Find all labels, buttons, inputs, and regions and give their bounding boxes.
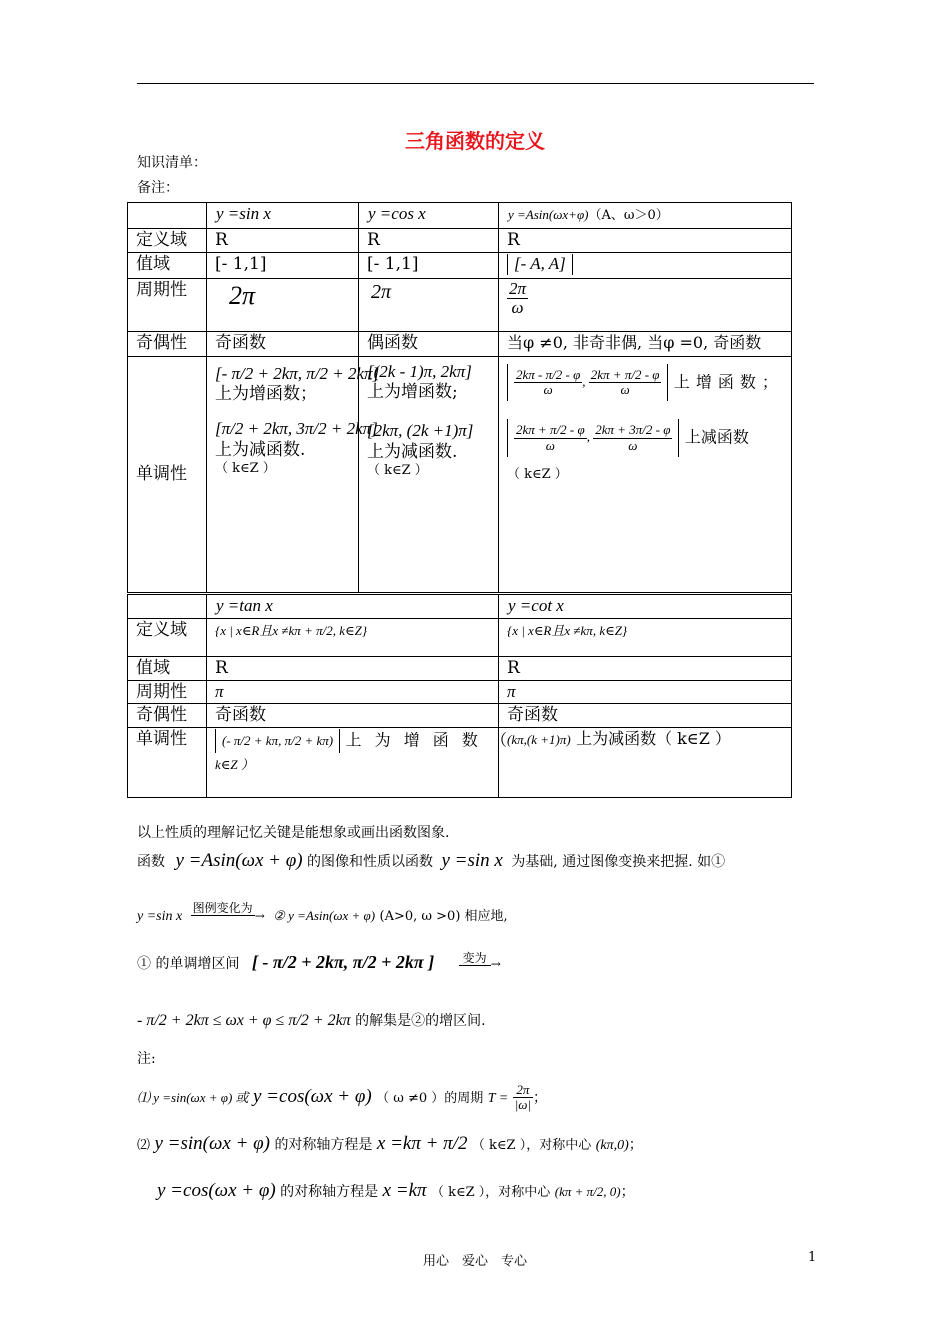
- row-label: 奇偶性: [128, 331, 207, 356]
- note-3: y =cos(ωx + φ) 的对称轴方程是 x =kπ （ k∈Z ），对称中心 (kπ + π/2, 0)；: [157, 1180, 635, 1201]
- cell-general-range: [- A, A]: [499, 252, 792, 278]
- table1-header-row: [128, 203, 792, 229]
- trig-properties-table: [127, 202, 792, 593]
- row-range: [128, 657, 792, 681]
- cell-tan-period: π: [207, 680, 499, 704]
- remark-label: 备注：: [137, 180, 179, 196]
- note-label: 注:: [137, 1051, 156, 1067]
- header-tan: y =tan x: [207, 595, 499, 619]
- cell-cot-parity: 奇函数: [499, 704, 792, 728]
- cell-general-monotonic: [499, 356, 792, 592]
- footer-text: 用心 爱心 专心: [422, 1254, 527, 1269]
- cell-cot-period: π: [499, 680, 792, 704]
- row-domain: [128, 619, 792, 657]
- cell-sin-monotonic: [207, 356, 380, 592]
- header-cos: y =cos x: [359, 203, 499, 229]
- table2-corner-cell: [128, 595, 207, 619]
- sin-decreasing-interval: [π/2 + 2kπ, 3π/2 + 2kπ]: [215, 419, 378, 439]
- cot-decreasing-text: 上为减函数（ k∈Z ）: [576, 729, 731, 749]
- cell-general-period: $\frac{2\pi}{\omega}$: [499, 278, 792, 331]
- header-sin: y =sin x: [207, 203, 359, 229]
- body-line-4: ① 的单调增区间 [ - π/2 + 2kπ, π/2 + 2kπ ] 变为 →: [137, 951, 501, 972]
- row-parity: [128, 704, 792, 728]
- cell-sin-domain: R: [207, 229, 359, 253]
- k-in-z-note: （ k∈Z ）: [507, 466, 568, 482]
- row-label: 定义域: [128, 619, 207, 657]
- row-period: [128, 680, 792, 704]
- cos-increasing-interval: [(2k - 1)π, 2kπ]: [367, 361, 472, 381]
- cell-general-domain: R: [499, 229, 792, 253]
- cell-general-parity: 当φ ≠0, 非奇非偶, 当φ =0, 奇函数: [499, 331, 792, 356]
- cos-increasing-text: 上为增函数;: [367, 382, 458, 403]
- cell-sin-period: 2π: [207, 278, 359, 331]
- cos-decreasing-interval: [2kπ, (2k +1)π]: [367, 421, 474, 441]
- cell-cos-domain: R: [359, 229, 499, 253]
- cot-decreasing-interval: (kπ,(k +1)π): [507, 732, 571, 748]
- sin-increasing-interval: [- π/2 + 2kπ, π/2 + 2kπ]: [215, 363, 380, 383]
- header-cot: y =cot x: [499, 595, 792, 619]
- cell-tan-parity: 奇函数: [207, 704, 499, 728]
- cell-tan-range: R: [207, 657, 499, 681]
- cell-tan-domain: {x | x∈R且x ≠kπ + π/2, k∈Z}: [207, 619, 499, 657]
- table1-corner-cell: [128, 203, 207, 229]
- note-1: ⑴ y =sin(ωx + φ) 或 y =cos(ωx + φ) （ ω ≠0 ）的周期 T = $\frac{2\pi}{|\omega|}$ ；: [137, 1082, 548, 1113]
- table2-header-row: [128, 595, 792, 619]
- header-rule: [137, 83, 814, 84]
- cell-cos-parity: 偶函数: [359, 331, 499, 356]
- row-period: [128, 278, 792, 331]
- row-label: 值域: [128, 252, 207, 278]
- row-monotonic: [128, 728, 792, 798]
- row-label: 定义域: [128, 229, 207, 253]
- row-label: 单调性: [128, 356, 207, 592]
- row-monotonic: [128, 356, 792, 592]
- body-line-3: y =sin x 图例变化为→ ② y =Asin(ωx + φ) (A>0, ω >0) 相应地,: [137, 901, 508, 924]
- k-in-z-note: （ k∈Z ）: [367, 462, 428, 478]
- row-range: [128, 252, 792, 278]
- k-in-z-note: k∈Z ）: [215, 757, 254, 773]
- header-general: y =Asin(ωx+φ)（A、ω＞0）: [499, 203, 792, 229]
- row-label: 单调性: [128, 728, 207, 798]
- note-2: ⑵ y =sin(ωx + φ) 的对称轴方程是 x =kπ + π/2 （ k∈Z ），对称中心 (kπ,0)；: [137, 1133, 643, 1154]
- cell-sin-range: [- 1,1]: [207, 252, 359, 278]
- row-label: 周期性: [128, 278, 207, 331]
- row-label: 值域: [128, 657, 207, 681]
- body-line-2: 函数 y =Asin(ωx + φ) 的图像和性质以函数 y =sin x 为基础, 通过图像变换来把握. 如①: [137, 850, 726, 871]
- general-increasing: $\frac{2k\pi - \pi/2 - \varphi}{\omega}$ , $\frac{2k\pi + \pi/2 - \varphi}{\omega}$ 上增函数；: [507, 364, 784, 402]
- cell-cos-period: 2π: [359, 278, 499, 331]
- tan-cot-properties-table: [127, 594, 792, 798]
- cell-cos-monotonic: [359, 356, 499, 592]
- tan-increasing-text: 上 为 增 函 数 （: [345, 730, 511, 750]
- page-number: 1: [808, 1250, 817, 1265]
- general-decreasing: $\frac{2k\pi + \pi/2 - \varphi}{\omega}$ , $\frac{2k\pi + 3\pi/2 - \varphi}{\omega}$ 上减函数: [507, 419, 784, 457]
- sin-increasing-text: 上为增函数；: [215, 384, 317, 405]
- k-in-z-note: （ k∈Z ）: [215, 460, 276, 476]
- row-domain: [128, 229, 792, 253]
- tan-increasing-interval: (- π/2 + kπ, π/2 + kπ): [215, 729, 340, 753]
- cell-cos-range: [- 1,1]: [359, 252, 499, 278]
- page-title: 三角函数的定义: [405, 129, 545, 153]
- cell-cot-monotonic: [499, 728, 792, 798]
- cell-cot-range: R: [499, 657, 792, 681]
- body-line-1: 以上性质的理解记忆关键是能想象或画出函数图象.: [137, 825, 450, 841]
- row-label: 周期性: [128, 680, 207, 704]
- body-line-5: - π/2 + 2kπ ≤ ωx + φ ≤ π/2 + 2kπ 的解集是②的增区间.: [137, 1012, 486, 1029]
- cell-sin-parity: 奇函数: [207, 331, 359, 356]
- cell-cot-domain: {x | x∈R且x ≠kπ, k∈Z}: [499, 619, 792, 657]
- row-label: 奇偶性: [128, 704, 207, 728]
- sin-decreasing-text: 上为减函数.: [215, 439, 306, 460]
- cell-tan-monotonic: [207, 728, 511, 798]
- row-parity: [128, 331, 792, 356]
- cos-decreasing-text: 上为减函数.: [367, 441, 458, 462]
- knowledge-list-label: 知识清单：: [137, 155, 207, 171]
